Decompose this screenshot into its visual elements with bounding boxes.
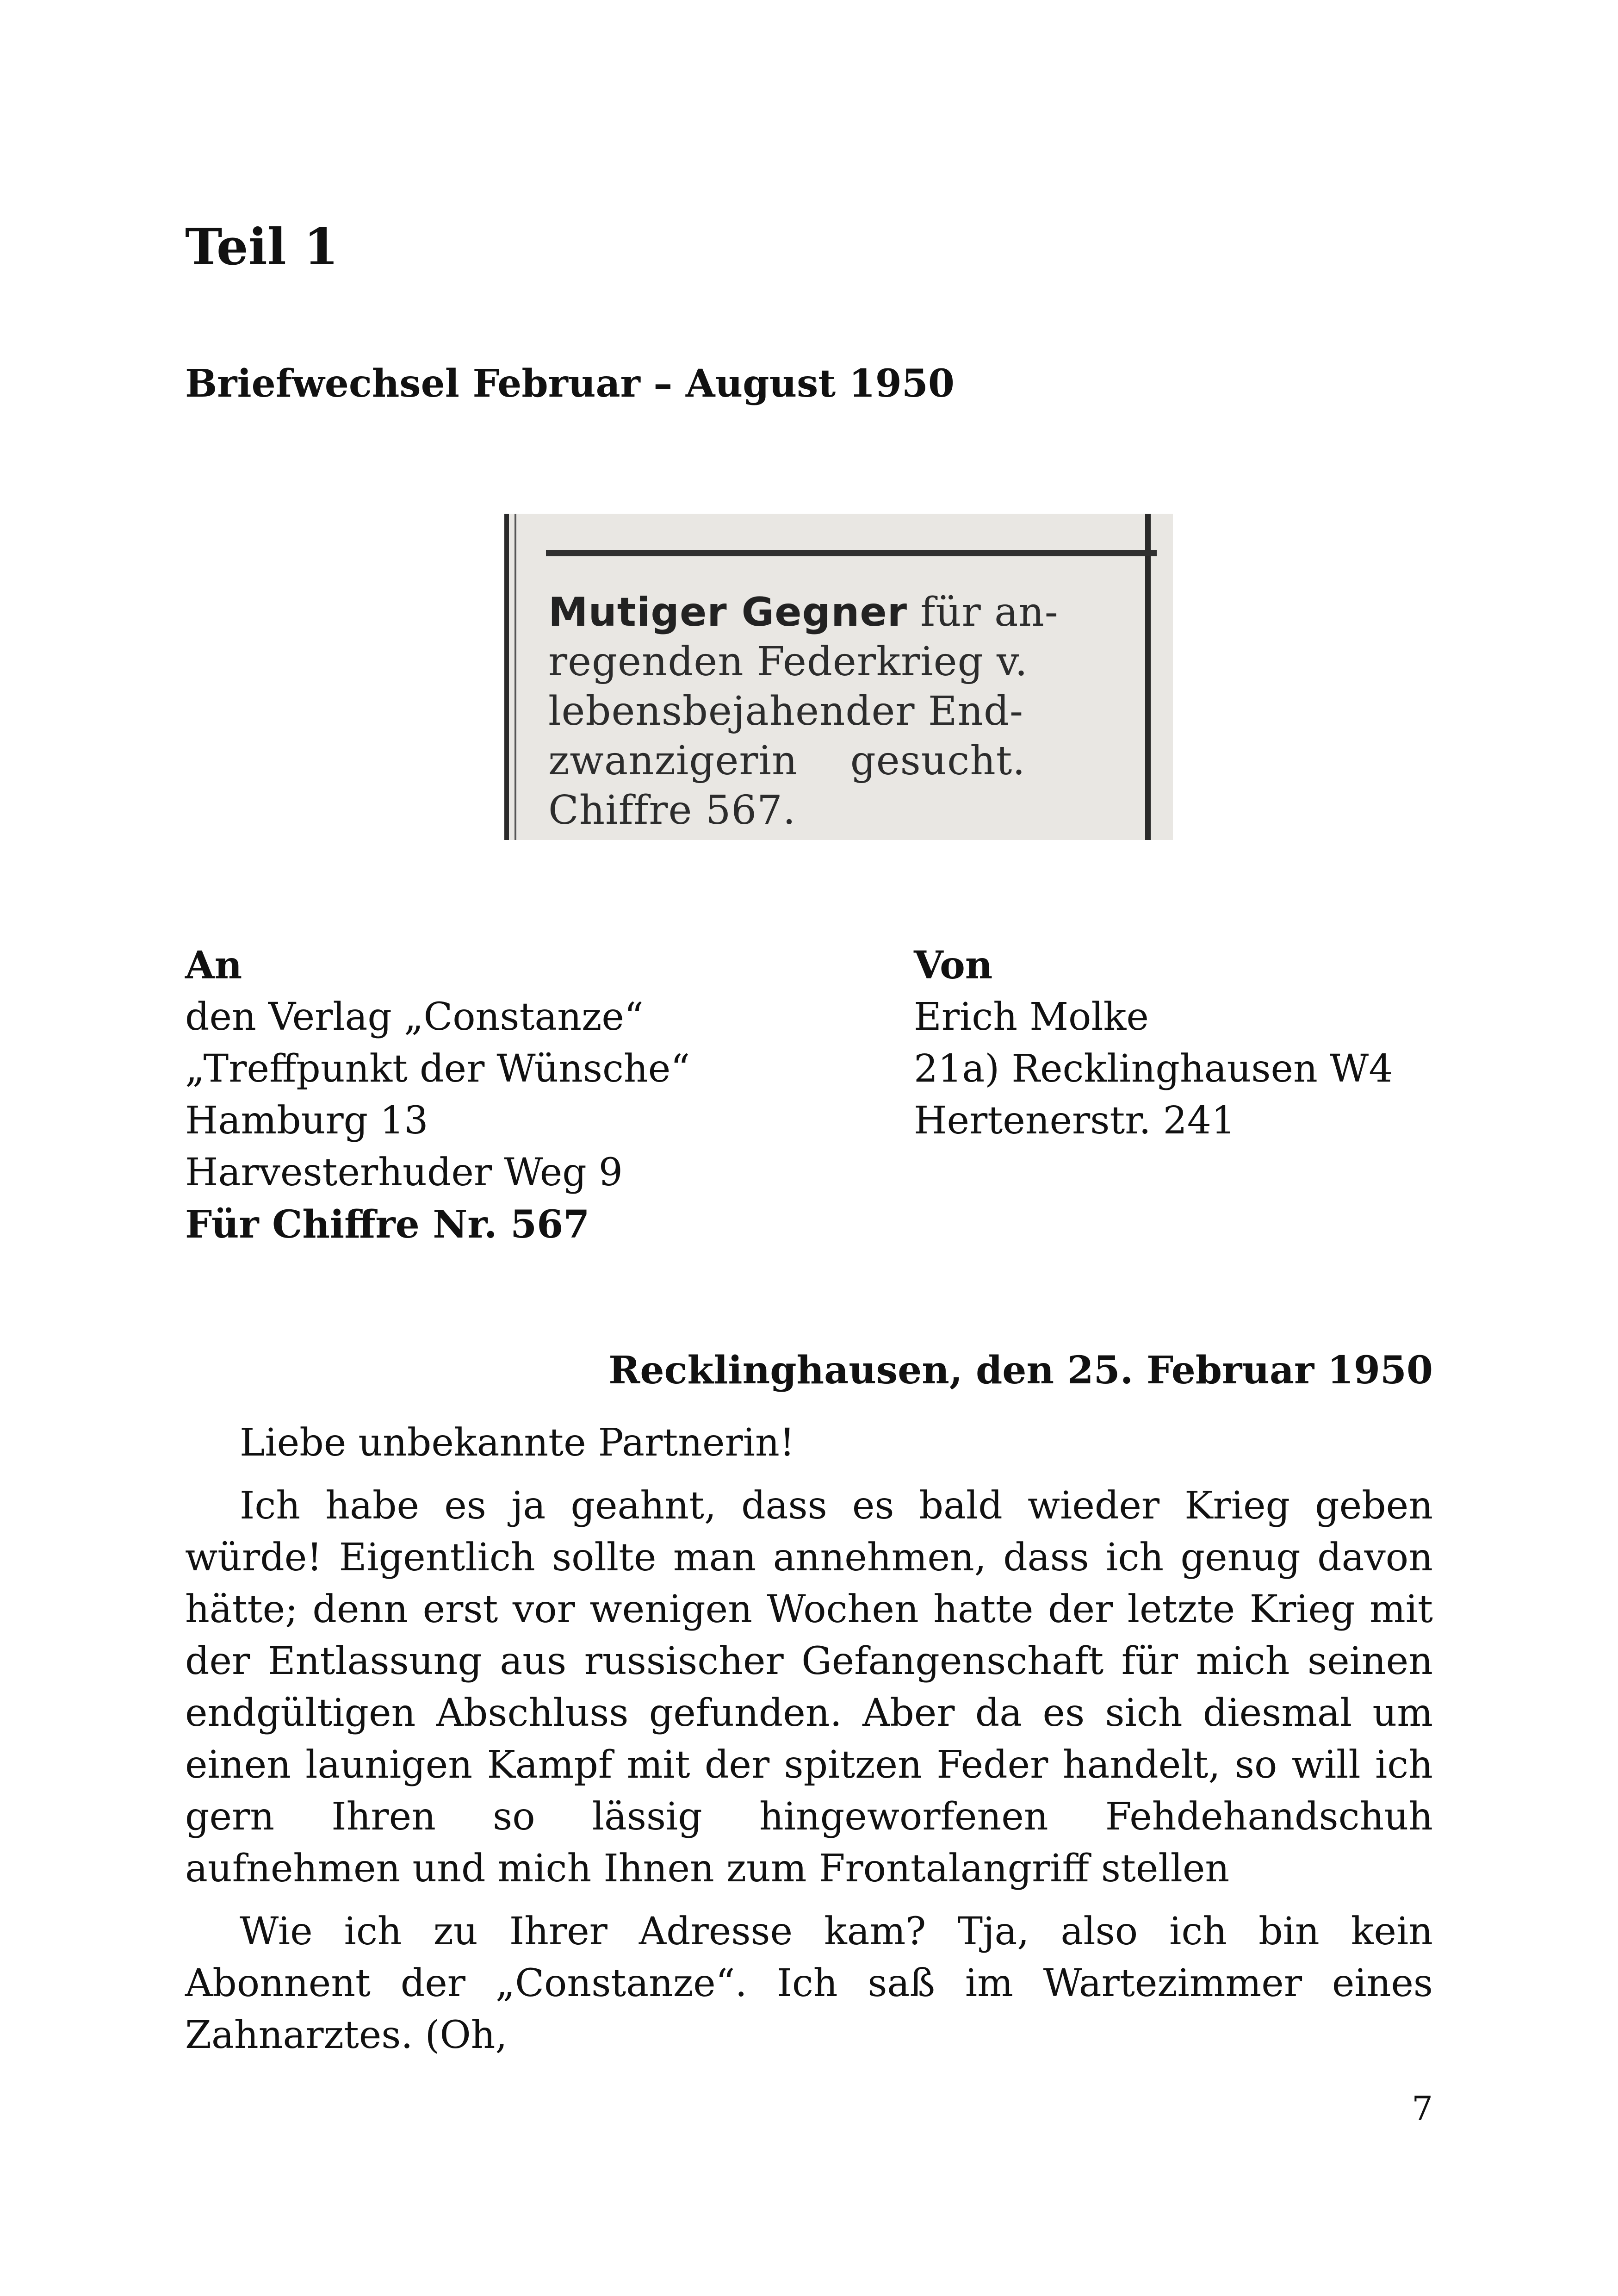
cipher-number: Für Chiffre Nr. 567 (185, 1202, 590, 1247)
address-line: „Treffpunkt der Wünsche“ (185, 1047, 690, 1091)
sender-address (914, 940, 1393, 1147)
body-paragraph: Ich habe es ja geahnt, dass es bald wieder Krieg geben würde! Eigentlich sollte man annehmen, dass ich genug davon hätte; denn erst vor wenigen Wochen hatte der letzte Krieg mit der Entlassung aus russischer Gefangenschaft für mich seinen endgültigen Abschluss gefunden. Aber da es sich diesmal um einen launigen Kampf mit der spitzen Feder handelt, so will ich gern Ihren so lässig hingeworfenen Fehdehandschuh aufnehmen und mich Ihnen zum Frontalangriff stellen (185, 1484, 1433, 1891)
clipping-line: für an- (907, 589, 1059, 635)
body-paragraph: Wie ich zu Ihrer Adresse kam? Tja, also ich bin kein Abonnent der „Constanze“. Ich saß im Wartezimmer eines Zahnarztes. (Oh, (185, 1910, 1433, 2057)
clipping-column-rule (515, 514, 516, 840)
clipping-line: Chiffre 567. (548, 787, 796, 834)
clipping-line: zwanzigerin gesucht. (548, 738, 1026, 784)
clipping-line: regenden Federkrieg v. (548, 639, 1028, 685)
page-number: 7 (1412, 2089, 1433, 2128)
salutation: Liebe unbekannte Partnerin! (240, 1421, 795, 1465)
address-line: Harvesterhuder Weg 9 (185, 1151, 623, 1195)
part-title: Teil 1 (185, 218, 339, 276)
letter-body (185, 1417, 1433, 2072)
clipping-column-rule (1145, 514, 1151, 840)
clipping-ad-text (548, 588, 1141, 835)
recipient-address (185, 940, 690, 1251)
clipping-separator-line (546, 550, 1157, 556)
sender-heading: Von (914, 943, 993, 988)
clipping-line: lebensbejahender End- (548, 688, 1024, 734)
address-line: Hertenerstr. 241 (914, 1099, 1236, 1143)
letter-date: Recklinghausen, den 25. Februar 1950 (608, 1348, 1433, 1393)
newspaper-clipping (504, 514, 1173, 840)
address-line: den Verlag „Constanze“ (185, 995, 644, 1039)
address-line: 21a) Recklinghausen W4 (914, 1047, 1393, 1091)
clipping-column-rule (504, 514, 509, 840)
clipping-headline: Mutiger Gegner (548, 589, 908, 635)
chapter-subtitle: Briefwechsel Februar – August 1950 (185, 361, 955, 406)
sender-name: Erich Molke (914, 995, 1149, 1039)
address-line: Hamburg 13 (185, 1099, 428, 1143)
recipient-heading: An (185, 943, 242, 988)
